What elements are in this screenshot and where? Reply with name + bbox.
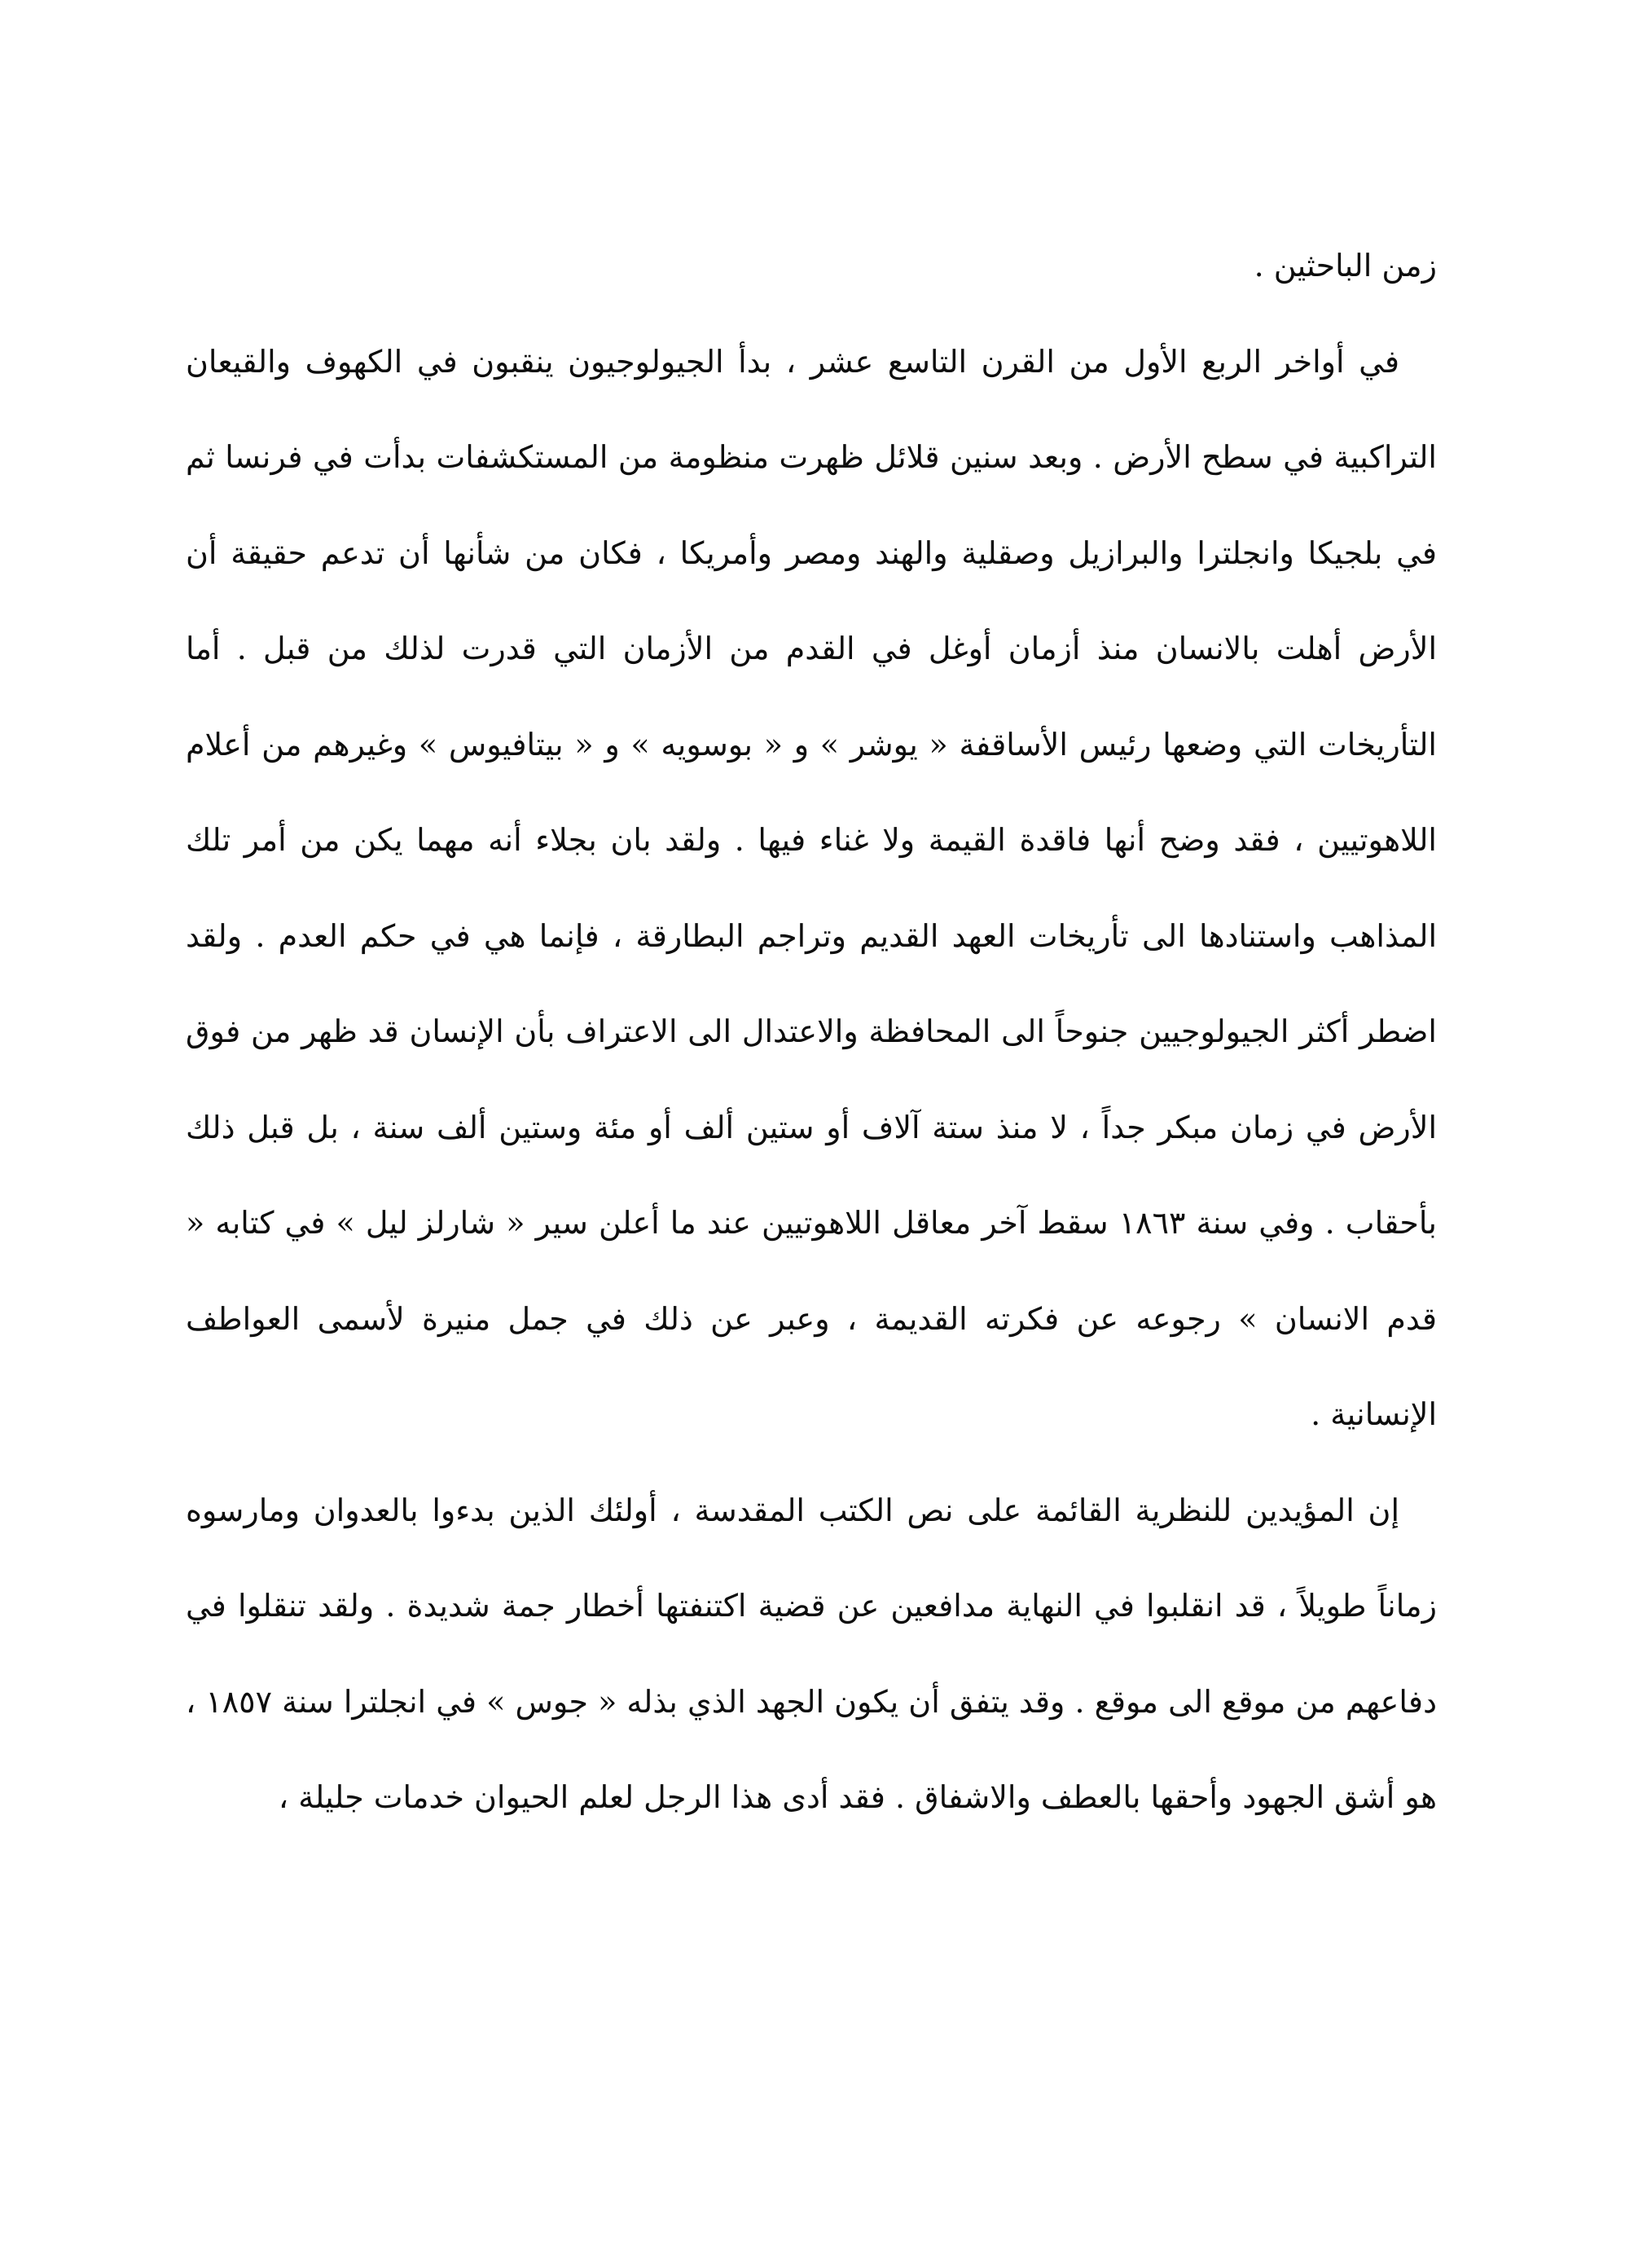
body-text xyxy=(186,218,1437,1846)
paragraph-continued: زمن الباحثين . xyxy=(1254,248,1437,284)
paragraph-geology-history: في أواخر الربع الأول من القرن التاسع عشر ، بدأ الجيولوجيون ينقبون في الكهوف والقيعان التراكبية في سطح الأرض . وبعد سنين قلائل ظهرت منظومة من المستكشفات بدأت في فرنسا ثم في بلجيكا وانجلترا والبرازيل وصقلية والهند ومصر وأمريكا ، فكان من شأنها أن تدعم حقيقة أن الأرض أهلت بالانسان منذ أزمان أوغل في القدم من الأزمان التي قدرت لذلك من قبل . أما التأريخات التي وضعها رئيس الأساقفة « يوشر » و « بوسويه » و « بيتافيوس » وغيرهم من أعلام اللاهوتيين ، فقد وضح أنها فاقدة القيمة ولا غناء فيها . ولقد بان بجلاء أنه مهما يكن من أمر تلك المذاهب واستنادها الى تأريخات العهد القديم وتراجم البطارقة ، فإنما هي في حكم العدم . ولقد اضطر أكثر الجيولوجيين جنوحاً الى المحافظة والاعتدال الى الاعتراف بأن الإنسان قد ظهر من فوق الأرض في زمان مبكر جداً ، لا منذ ستة آلاف أو ستين ألف أو مئة وستين ألف سنة ، بل قبل ذلك بأحقاب . وفي سنة ١٨٦٣ سقط آخر معاقل اللاهوتيين عند ما أعلن سير « شارلز ليل » في كتابه « قدم الانسان » رجوعه عن فكرته القديمة ، وعبر عن ذلك في جمل منيرة لأسمى العواطف الإنسانية . xyxy=(186,343,1438,1432)
paragraph-scripture-defenders: إن المؤيدين للنظرية القائمة على نص الكتب المقدسة ، أولئك الذين بدءوا بالعدوان ومارسوه زماناً طويلاً ، قد انقلبوا في النهاية مدافعين عن قضية اكتنفتها أخطار جمة شديدة . ولقد تنقلوا في دفاعهم من موقع الى موقع . وقد يتفق أن يكون الجهد الذي بذله « جوس » في انجلترا سنة ١٨٥٧ ، هو أشق الجهود وأحقها بالعطف والاشفاق . فقد أدى هذا الرجل لعلم الحيوان خدمات جليلة ، xyxy=(186,1492,1437,1815)
